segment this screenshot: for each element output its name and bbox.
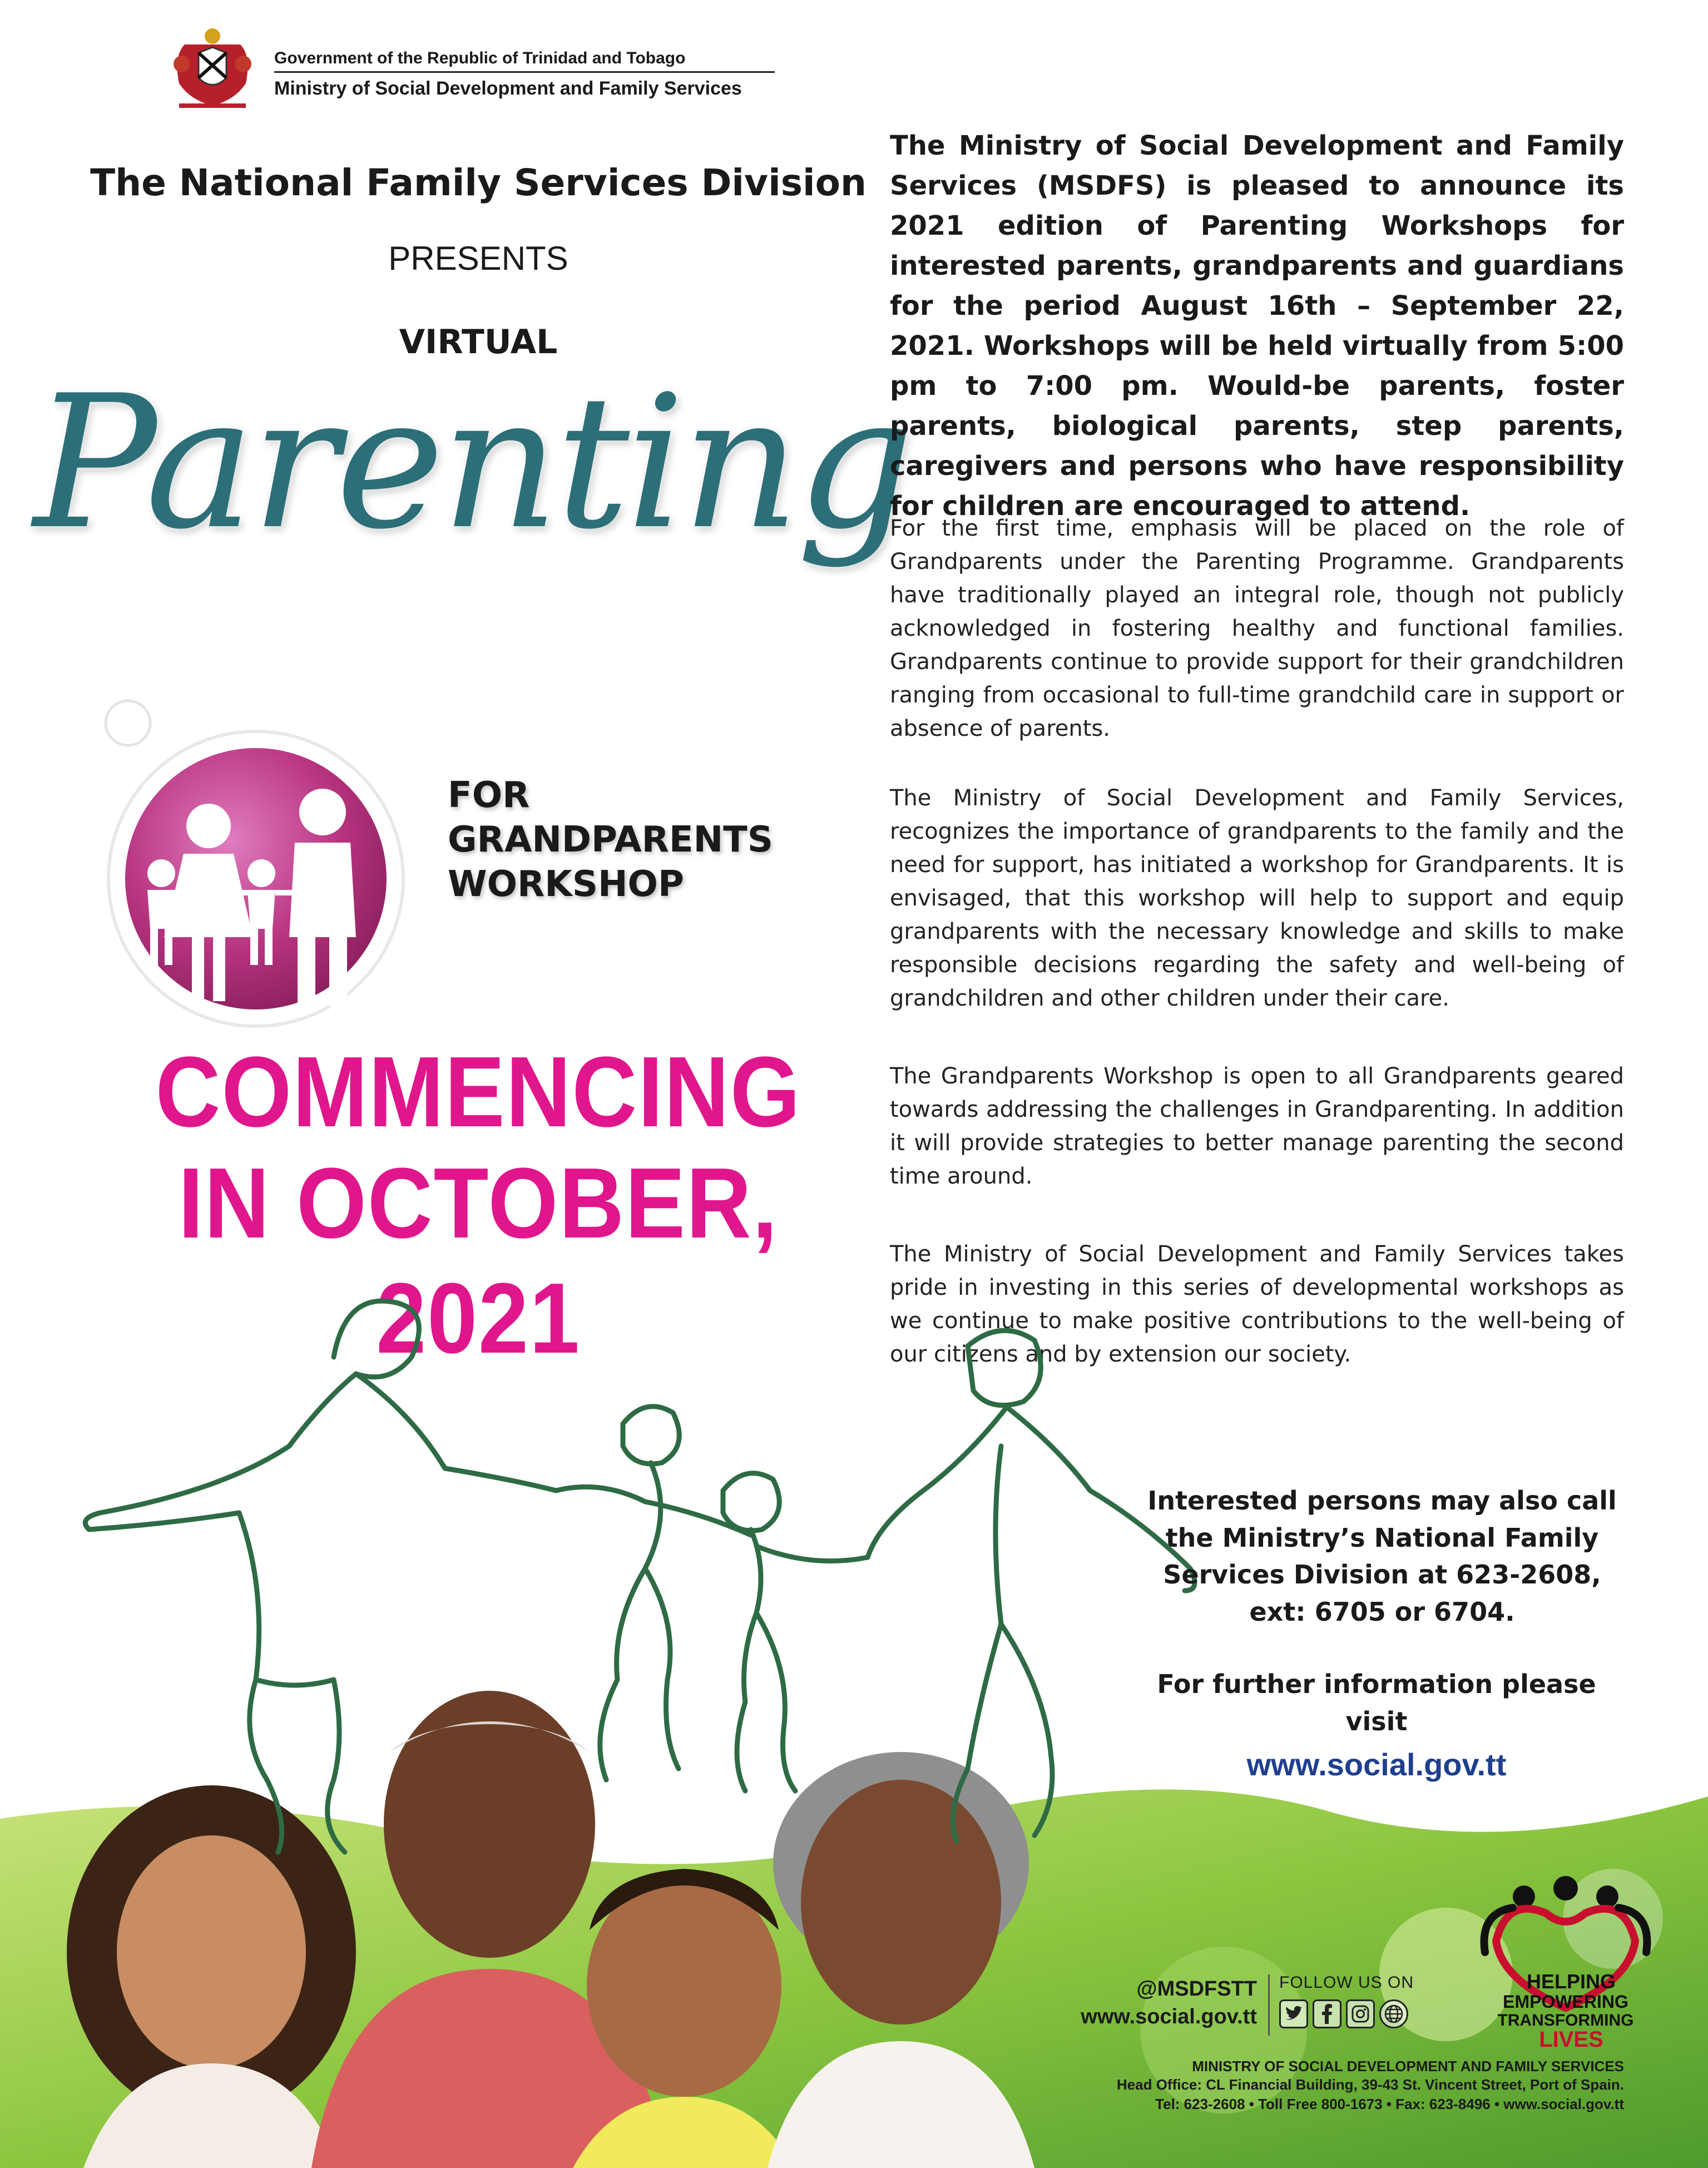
- family-logo-icon: [78, 690, 423, 1034]
- footer-website-link[interactable]: www.social.gov.tt: [1081, 2005, 1257, 2028]
- footer-ministry: MINISTRY OF SOCIAL DEVELOPMENT AND FAMILY SERVICES: [1192, 2058, 1624, 2075]
- government-line: Government of the Republic of Trinidad and Tobago: [274, 49, 686, 67]
- hetl-logo-word-4: LIVES: [1539, 2027, 1603, 2052]
- social-icons: [1279, 1999, 1408, 2028]
- globe-icon[interactable]: [1379, 1999, 1408, 2028]
- hetl-logo-icon: [1474, 1874, 1657, 2052]
- ministry-line: Ministry of Social Development and Family Services: [274, 78, 742, 99]
- presents-label: PRESENTS: [388, 240, 568, 277]
- virtual-label: VIRTUAL: [399, 323, 558, 362]
- workshop-heading: [448, 773, 773, 907]
- contact-info: Interested persons may also call the Ministry’s National Family Services Division at 623-2608, ext: 6705 or 6704.: [1147, 1486, 1617, 1627]
- footer-contact-numbers: Tel: 623-2608 • Toll Free 800-1673 • Fax: 623-8496 • www.social.gov.tt: [1155, 2096, 1624, 2112]
- instagram-icon[interactable]: [1346, 1999, 1375, 2028]
- hetl-logo-word-1: HELPING: [1526, 1970, 1616, 1993]
- commencing-line-2: IN OCTOBER, 2021: [178, 1147, 779, 1374]
- facebook-icon[interactable]: [1313, 1999, 1341, 2028]
- workshop-scope-paragraph: The Grandparents Workshop is open to all Grandparents geared towards addressing the challenges in Grandparenting. In addition it will provide strategies to better manage parenting the second time around.: [890, 1063, 1624, 1189]
- website-link[interactable]: www.social.gov.tt: [1246, 1747, 1507, 1782]
- coat-of-arms-icon: [162, 22, 263, 114]
- footer-divider: [1268, 1974, 1270, 2036]
- parenting-title: Parenting: [33, 356, 911, 570]
- follow-us-label: FOLLOW US ON: [1279, 1973, 1414, 1992]
- workshop-line-grandparents: GRANDPARENTS: [448, 819, 773, 860]
- footer-address: Head Office: CL Financial Building, 39-43 St. Vincent Street, Port of Spain.: [1116, 2076, 1624, 2093]
- further-info: For further information please visit: [1157, 1669, 1596, 1736]
- workshop-line-for: FOR: [448, 775, 530, 816]
- hetl-logo-word-2: EMPOWERING: [1503, 1992, 1628, 2012]
- intro-paragraph: The Ministry of Social Development and Family Services (MSDFS) is pleased to announce its 2021 edition of Parenting Workshops for interested parents, grandparents and guardians for the period August 16th – September 22, 2021. Workshops will be held virtually from 5:00 pm to 7:00 pm. Would-be parents, foster parents, biological parents, step parents, caregivers and persons who have responsibility for children are encouraged to attend.: [890, 130, 1624, 522]
- hetl-logo-word-3: TRANSFORMING: [1497, 2011, 1634, 2030]
- header-divider: [274, 71, 775, 73]
- workshop-line-workshop: WORKSHOP: [448, 864, 684, 905]
- closing-paragraph: The Ministry of Social Development and Family Services takes pride in investing in this series of developmental workshops as we continue to make positive contributions to the well-being of our citizens and by extension our society.: [890, 1241, 1624, 1367]
- division-title: The National Family Services Division: [90, 161, 867, 204]
- social-handle: @MSDFSTT: [1136, 1977, 1257, 2001]
- ministry-initiative-paragraph: The Ministry of Social Development and Family Services, recognizes the importance of grandparents to the family and the need for support, has initiated a workshop for Grandparents. It is envisaged, that this workshop will help to support and equip grandparents with the necessary knowledge and skills to make responsible decisions regarding the safety and well-being of grandchildren and other children under their care.: [890, 785, 1624, 1011]
- twitter-icon[interactable]: [1279, 1999, 1308, 2028]
- grandparents-role-paragraph: For the first time, emphasis will be placed on the role of Grandparents under the Parenting Programme. Grandparents have traditionally played an integral role, though not publicly acknowledged in fostering healthy and functional families. Grandparents continue to provide support for their grandchildren ranging from occasional to full-time grandchild care in support or absence of parents.: [890, 516, 1624, 741]
- commencing-line-1: COMMENCING: [155, 1036, 801, 1148]
- family-line-art: [56, 1279, 1279, 1863]
